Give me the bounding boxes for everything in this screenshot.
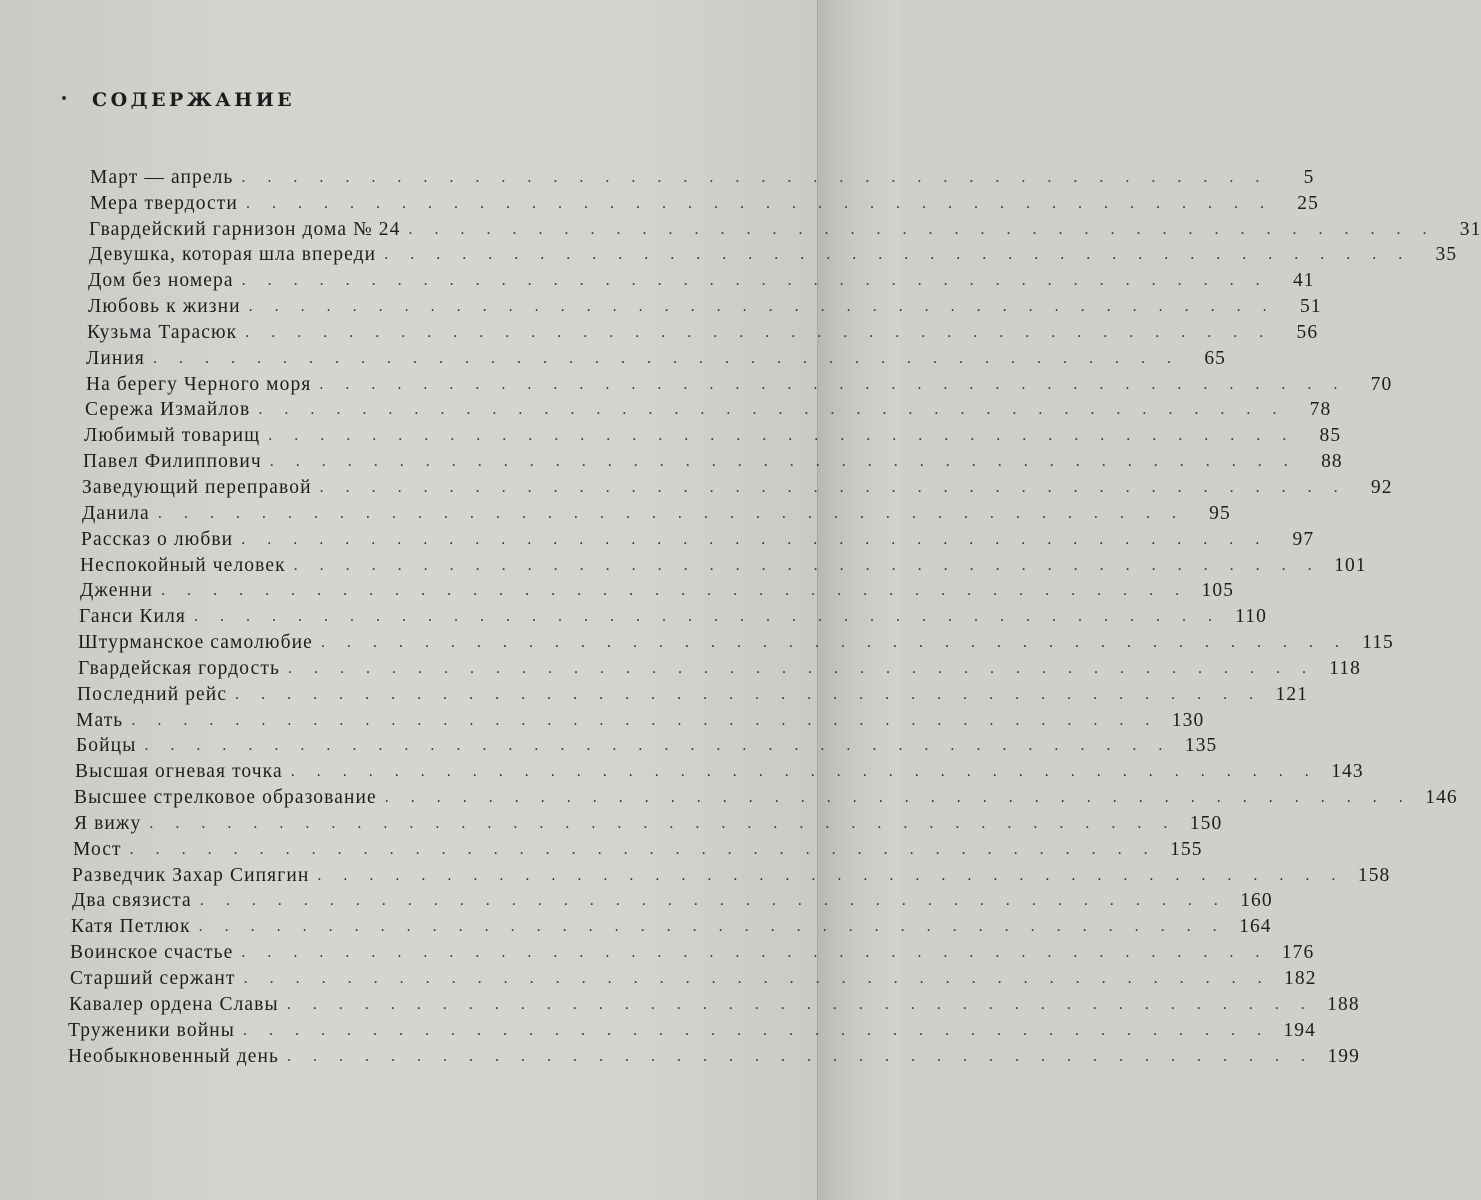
toc-entry xyxy=(60,395,1332,421)
toc-entry-page-number: 51 xyxy=(1299,296,1322,318)
toc-entry-title: Бойцы xyxy=(76,735,137,757)
toc-entry xyxy=(60,731,1218,757)
toc-entry-title: Дженни xyxy=(80,580,154,602)
toc-entry xyxy=(60,653,1361,679)
toc-entry-title: Гвардейская гордость xyxy=(78,657,280,679)
toc-leader-dots: . . . . . . . . . . . . . . . . . . . . . . . . . . . . . . . . . . . . . . . . xyxy=(258,401,1286,419)
toc-entry xyxy=(60,679,1309,705)
toc-entry xyxy=(60,1015,1316,1041)
toc-entry xyxy=(60,860,1391,886)
toc-leader-dots: . . . . . . . . . . . . . . . . . . . . . . . . . . . . . . . . . . . . . . . . xyxy=(287,659,1315,677)
toc-entry-page-number: 143 xyxy=(1331,761,1364,783)
toc-entry-page-number: 95 xyxy=(1209,502,1231,524)
toc-leader-dots: . . . . . . . . . . . . . . . . . . . . . . . . . . . . . . . . . . . . . . . . xyxy=(293,556,1321,574)
toc-entry-page-number: 101 xyxy=(1334,554,1367,576)
toc-entry-page-number: 115 xyxy=(1362,632,1394,654)
toc-entry-page-number: 199 xyxy=(1327,1045,1361,1067)
toc-entry-page-number: 188 xyxy=(1327,993,1360,1015)
toc-entry-page-number: 92 xyxy=(1370,476,1393,498)
toc-entry-title: Данила xyxy=(82,502,150,524)
toc-leader-dots: . . . . . . . . . . . . . . . . . . . . . . . . . . . . . . . . . . . . . . . . xyxy=(199,892,1227,910)
toc-entry-title: Неспокойный человек xyxy=(80,554,286,576)
toc-entry-title: Кавалер ордена Славы xyxy=(69,993,279,1015)
toc-leader-dots: . . . . . . . . . . . . . . . . . . . . . . . . . . . . . . . . . . . . . . . . xyxy=(198,918,1226,936)
toc-entry-page-number: 70 xyxy=(1370,373,1393,395)
toc-leader-dots: . . . . . . . . . . . . . . . . . . . . . . . . . . . . . . . . . . . . . . . . xyxy=(320,634,1348,652)
toc-entry-title: Девушка, которая шла впереди xyxy=(89,244,377,266)
toc-entry xyxy=(60,369,1393,395)
toc-entry-page-number: 78 xyxy=(1309,399,1332,421)
toc-entry-page-number: 56 xyxy=(1296,321,1319,343)
toc-entry-title: Гвардейский гарнизон дома № 24 xyxy=(89,218,401,240)
toc-entry-page-number: 110 xyxy=(1235,606,1267,628)
toc-entry-title: Последний рейс xyxy=(77,683,228,705)
toc-entry-page-number: 135 xyxy=(1184,735,1218,757)
toc-leader-dots: . . . . . . . . . . . . . . . . . . . . . . . . . . . . . . . . . . . . . . . . xyxy=(317,866,1345,884)
toc-entry-page-number: 25 xyxy=(1297,192,1319,214)
toc-leader-dots: . . . . . . . . . . . . . . . . . . . . . . . . . . . . . . . . . . . . . . . . xyxy=(245,323,1273,341)
toc-leader-dots: . . . . . . . . . . . . . . . . . . . . . . . . . . . . . . . . . . . . . . . . xyxy=(384,246,1412,264)
toc-entry xyxy=(60,498,1231,524)
toc-entry xyxy=(60,550,1367,576)
toc-leader-dots: . . . . . . . . . . . . . . . . . . . . . . . . . . . . . . . . . . . . . . . . xyxy=(248,298,1276,316)
toc-entry xyxy=(60,782,1458,809)
toc-entry-title: Кузьма Тарасюк xyxy=(87,321,238,343)
toc-entry xyxy=(60,343,1227,369)
toc-entry-title: Павел Филиппович xyxy=(83,451,262,473)
toc-entry-page-number: 130 xyxy=(1171,709,1205,731)
toc-entry-page-number: 118 xyxy=(1329,657,1361,679)
toc-entry xyxy=(60,808,1223,834)
toc-leader-dots: . . . . . . . . . . . . . . . . . . . . . . . . . . . . . . . . . . . . . . . . xyxy=(269,453,1297,471)
toc-entry-title: На берегу Черного моря xyxy=(86,373,312,395)
toc-entry-page-number: 155 xyxy=(1170,838,1203,860)
toc-entry xyxy=(60,834,1203,860)
toc-entry-title: Старший сержант xyxy=(70,968,236,989)
toc-leader-dots: . . . . . . . . . . . . . . . . . . . . . . . . . . . . . . . . . . . . . . . . xyxy=(242,1021,1270,1039)
toc-entry-page-number: 121 xyxy=(1275,683,1309,705)
toc-leader-dots: . . . . . . . . . . . . . . . . . . . . . . . . . . . . . . . . . . . . . . . . xyxy=(235,685,1263,703)
toc-leader-dots: . . . . . . . . . . . . . . . . . . . . . . . . . . . . . . . . . . . . . . . . xyxy=(319,478,1347,496)
toc-entry-title: Ганси Киля xyxy=(79,606,186,628)
toc-entry xyxy=(60,265,1315,292)
toc-leader-dots: . . . . . . . . . . . . . . . . . . . . . . . . . . . . . . . . . . . . . . . . xyxy=(287,1047,1315,1065)
toc-entry-page-number: 88 xyxy=(1321,451,1343,473)
toc-entry-page-number: 194 xyxy=(1283,1019,1316,1041)
toc-entry-page-number: 146 xyxy=(1425,787,1458,809)
toc-entry-title: Необыкновенный день xyxy=(68,1045,280,1067)
toc-leader-dots: . . . . . . . . . . . . . . . . . . . . . . . . . . . . . . . . . . . . . . . . xyxy=(408,220,1436,238)
toc-entry xyxy=(60,420,1342,447)
toc-entry-page-number: 5 xyxy=(1303,166,1315,188)
toc-entry-title: Март — апрель xyxy=(90,166,234,188)
toc-entry-page-number: 31 xyxy=(1459,218,1481,240)
toc-entry xyxy=(60,162,1315,188)
toc-entry xyxy=(60,524,1315,550)
toc-entry-title: Дом без номера xyxy=(88,270,234,292)
toc-leader-dots: . . . . . . . . . . . . . . . . . . . . . . . . . . . . . . . . . . . . . . . . xyxy=(241,272,1269,290)
toc-entry xyxy=(60,576,1235,602)
bullet-mark xyxy=(62,96,66,100)
toc-entry-title: Сережа Измайлов xyxy=(85,399,251,421)
toc-entry-title: Труженики войны xyxy=(68,1019,235,1041)
toc-entry-title: Два связиста xyxy=(72,890,192,912)
toc-leader-dots: . . . . . . . . . . . . . . . . . . . . . . . . . . . . . . . . . . . . . . . . xyxy=(161,582,1189,600)
page-title: СОДЕРЖАНИЕ xyxy=(92,89,296,111)
toc-entry xyxy=(60,291,1322,318)
toc-leader-dots: . . . . . . . . . . . . . . . . . . . . . . . . . . . . . . . . . . . . . . . . xyxy=(144,737,1172,755)
toc-leader-dots: . . . . . . . . . . . . . . . . . . . . . . . . . . . . . . . . . . . . . . . . xyxy=(268,427,1296,445)
toc-entry xyxy=(60,317,1319,343)
toc-entry-page-number: 150 xyxy=(1189,812,1223,834)
toc-entry-title: Воинское счастье xyxy=(70,942,234,964)
toc-leader-dots: . . . . . . . . . . . . . . . . . . . . . . . . . . . . . . . . . . . . . . . . xyxy=(241,944,1269,962)
toc-entry-page-number: 182 xyxy=(1284,968,1317,989)
toc-leader-dots: . . . . . . . . . . . . . . . . . . . . . . . . . . . . . . . . . . . . . . . . xyxy=(157,504,1185,522)
toc-entry-title: Разведчик Захар Сипягин xyxy=(72,864,310,886)
toc-entry-page-number: 85 xyxy=(1319,425,1342,447)
toc-leader-dots: . . . . . . . . . . . . . . . . . . . . . . . . . . . . . . . . . . . . . . . . xyxy=(131,711,1159,729)
toc-leader-dots: . . . . . . . . . . . . . . . . . . . . . . . . . . . . . . . . . . . . . . . . xyxy=(241,168,1269,186)
toc-entry xyxy=(60,472,1393,498)
toc-leader-dots: . . . . . . . . . . . . . . . . . . . . . . . . . . . . . . . . . . . . . . . . xyxy=(241,530,1269,548)
toc-entry-page-number: 97 xyxy=(1292,528,1315,550)
toc-entry xyxy=(60,446,1343,473)
toc-entry-title: Рассказ о любви xyxy=(81,528,234,550)
toc-leader-dots: . . . . . . . . . . . . . . . . . . . . . . . . . . . . . . . . . . . . . . . . xyxy=(129,840,1157,858)
toc-leader-dots: . . . . . . . . . . . . . . . . . . . . . . . . . . . . . . . . . . . . . . . . xyxy=(384,789,1412,807)
toc-entry-title: Линия xyxy=(86,347,146,369)
toc-entry xyxy=(60,963,1317,989)
table-of-contents xyxy=(60,162,1481,1067)
toc-entry-title: Высшее стрелковое образование xyxy=(74,787,377,809)
toc-entry xyxy=(60,214,1481,240)
toc-entry-page-number: 105 xyxy=(1201,580,1235,602)
toc-entry-title: Мера твердости xyxy=(90,192,238,214)
toc-entry-page-number: 164 xyxy=(1239,916,1272,938)
toc-entry xyxy=(60,937,1315,964)
toc-leader-dots: . . . . . . . . . . . . . . . . . . . . . . . . . . . . . . . . . . . . . . . . xyxy=(194,608,1221,626)
toc-leader-dots: . . . . . . . . . . . . . . . . . . . . . . . . . . . . . . . . . . . . . . . . xyxy=(243,970,1271,987)
toc-entry-page-number: 158 xyxy=(1357,864,1391,886)
toc-leader-dots: . . . . . . . . . . . . . . . . . . . . . . . . . . . . . . . . . . . . . . . . xyxy=(290,763,1318,781)
toc-entry xyxy=(60,601,1267,628)
toc-entry-page-number: 65 xyxy=(1204,347,1227,369)
toc-entry-title: Любовь к жизни xyxy=(88,296,241,318)
toc-entry-title: Мать xyxy=(76,709,124,731)
toc-entry-title: Катя Петлюк xyxy=(71,916,191,938)
toc-entry-title: Высшая огневая точка xyxy=(75,761,283,783)
toc-leader-dots: . . . . . . . . . . . . . . . . . . . . . . . . . . . . . . . . . . . . . . . . xyxy=(149,814,1177,832)
toc-leader-dots: . . . . . . . . . . . . . . . . . . . . . . . . . . . . . . . . . . . . . . . . xyxy=(245,194,1273,212)
toc-entry-title: Я вижу xyxy=(74,812,142,834)
toc-entry xyxy=(60,1041,1361,1067)
toc-entry xyxy=(60,989,1360,1015)
toc-entry xyxy=(60,911,1272,938)
toc-leader-dots: . . . . . . . . . . . . . . . . . . . . . . . . . . . . . . . . . . . . . . . . xyxy=(153,349,1181,367)
toc-entry xyxy=(60,188,1319,214)
toc-entry-title: Мост xyxy=(73,838,122,860)
toc-entry-page-number: 41 xyxy=(1292,270,1315,292)
toc-entry xyxy=(60,240,1458,266)
toc-entry xyxy=(60,756,1364,783)
toc-entry-page-number: 160 xyxy=(1240,890,1273,912)
toc-entry-title: Любимый товарищ xyxy=(84,425,261,447)
toc-entry-page-number: 35 xyxy=(1435,244,1458,266)
toc-entry-title: Заведующий переправой xyxy=(82,476,312,498)
toc-entry xyxy=(60,886,1273,912)
toc-entry xyxy=(60,705,1205,731)
toc-leader-dots: . . . . . . . . . . . . . . . . . . . . . . . . . . . . . . . . . . . . . . . . xyxy=(286,995,1314,1013)
toc-entry xyxy=(60,627,1394,654)
toc-entry-page-number: 176 xyxy=(1281,942,1315,964)
toc-leader-dots: . . . . . . . . . . . . . . . . . . . . . . . . . . . . . . . . . . . . . . . . xyxy=(319,375,1347,393)
toc-entry-title: Штурманское самолюбие xyxy=(78,632,313,654)
